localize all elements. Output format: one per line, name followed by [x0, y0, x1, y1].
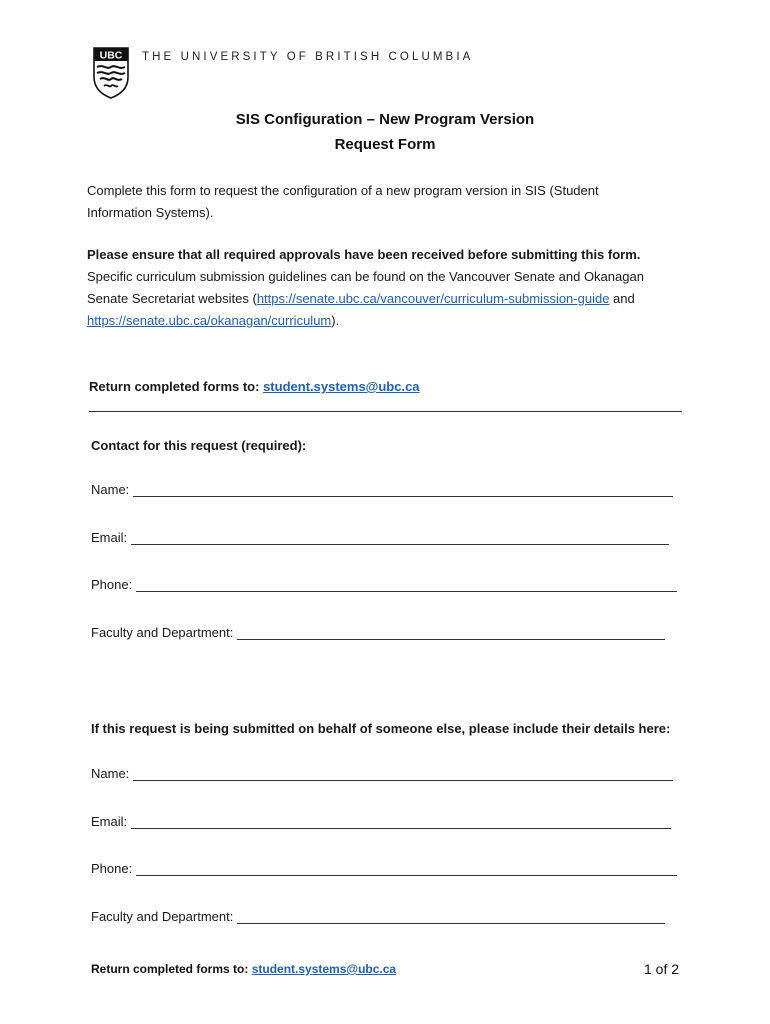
footer-email-link[interactable]: student.systems@ubc.ca [251, 962, 397, 976]
behalf-heading: If this request is being submitted on behalf of someone else, please include their details here: [91, 721, 671, 736]
page-subtitle: Request Form [334, 136, 436, 153]
contact-name-label: Name: [91, 482, 130, 497]
intro-line-2: Information Systems). [87, 205, 214, 220]
guidelines-suffix: and [609, 291, 635, 306]
guidelines-line-1: Specific curriculum submission guidelines can be found on the Vancouver Senate and Okanagan [87, 269, 644, 284]
behalf-name-input[interactable] [133, 766, 673, 781]
contact-faculty-input[interactable] [237, 625, 665, 640]
contact-faculty-label: Faculty and Department: [91, 625, 234, 640]
guidelines-line-2 [87, 288, 635, 310]
guidelines-prefix: Senate Secretariat websites ( [87, 291, 257, 306]
behalf-email-label: Email: [91, 814, 128, 829]
approval-notice: Please ensure that all required approvals have been received before submitting this form. [87, 247, 641, 262]
contact-faculty-field [91, 625, 665, 640]
behalf-faculty-input[interactable] [237, 909, 665, 924]
vancouver-senate-link[interactable]: https://senate.ubc.ca/vancouver/curriculum-submission-guide [256, 291, 610, 306]
behalf-faculty-field [91, 909, 665, 924]
behalf-email-input[interactable] [131, 814, 671, 829]
intro-line-1: Complete this form to request the configuration of a new program version in SIS (Student [87, 183, 599, 198]
university-name: THE UNIVERSITY OF BRITISH COLUMBIA [142, 51, 474, 63]
contact-phone-field [91, 577, 677, 592]
guidelines-end: ). [331, 313, 340, 328]
behalf-name-field [91, 766, 673, 781]
page-number: 1 of 2 [644, 961, 680, 977]
behalf-faculty-label: Faculty and Department: [91, 909, 234, 924]
behalf-name-label: Name: [91, 766, 130, 781]
contact-email-field [91, 530, 669, 545]
return-instructions [89, 376, 420, 398]
footer-return-label: Return completed forms to: [91, 962, 252, 976]
behalf-phone-input[interactable] [136, 861, 677, 876]
page-title: SIS Configuration – New Program Version [235, 111, 535, 128]
contact-name-input[interactable] [133, 482, 673, 497]
footer-return [91, 962, 396, 976]
guidelines-line-3 [87, 310, 339, 332]
return-email-link[interactable]: student.systems@ubc.ca [263, 379, 420, 394]
contact-phone-input[interactable] [136, 577, 677, 592]
behalf-email-field [91, 814, 671, 829]
logo-text: UBC [99, 49, 123, 62]
contact-email-label: Email: [91, 530, 128, 545]
behalf-phone-field [91, 861, 677, 876]
contact-email-input[interactable] [131, 530, 669, 545]
return-label: Return completed forms to: [89, 379, 264, 394]
section-divider [89, 411, 682, 412]
contact-name-field [91, 482, 673, 497]
behalf-phone-label: Phone: [91, 861, 133, 876]
contact-heading: Contact for this request (required): [91, 438, 307, 453]
ubc-logo [93, 47, 129, 99]
contact-phone-label: Phone: [91, 577, 133, 592]
okanagan-senate-link[interactable]: https://senate.ubc.ca/okanagan/curriculum [87, 313, 332, 328]
